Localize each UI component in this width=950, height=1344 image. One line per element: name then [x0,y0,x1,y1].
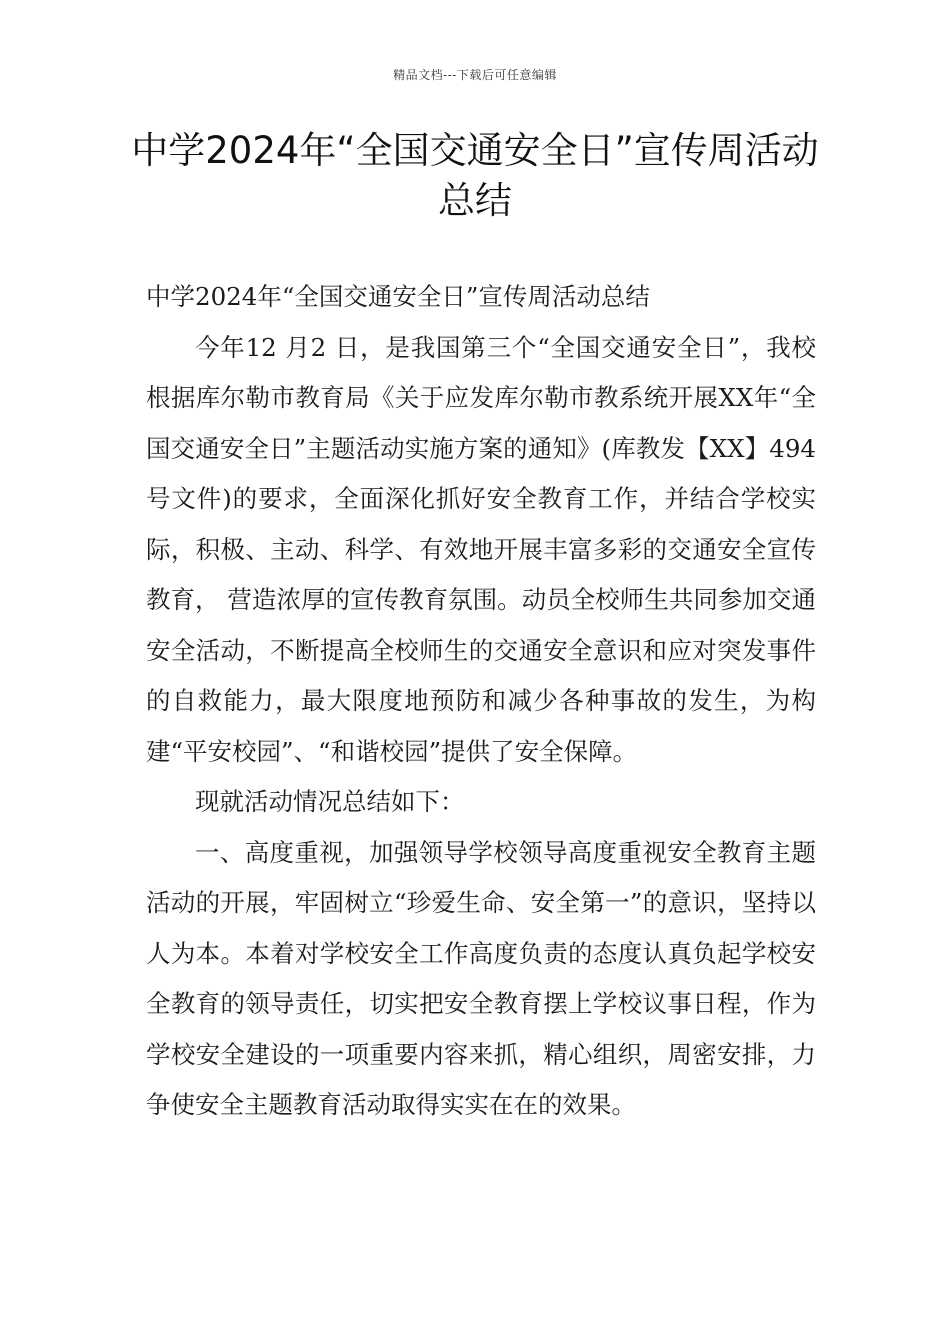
document-title: 中学2024年“全国交通安全日”宣传周活动总结 [131,129,819,222]
intro-paragraph: 今年12 月2 日，是我国第三个“全国交通安全日”，我校根据库尔勒市教育局《关于应发库尔勒市教系统开展XX年“全国交通安全日”主题活动实施方案的通知》(库教发【XX】494号文件)的要求，全面深化抓好安全教育工作，并结合学校实际，积极、主动、科学、有效地开展丰富多彩的交通安全宣传教育， 营造浓厚的宣传教育氛围。动员全校师生共同参加交通安全活动，不断提高全校师生的交通安全意识和应对突发事件的自救能力，最大限度地预防和减少各种事故的发生，为构建“平安校园”、“和谐校园”提供了安全保障。 [146,332,816,766]
summary-lead-paragraph: 现就活动情况总结如下： [195,787,465,816]
subtitle-paragraph: 中学2024年“全国交通安全日”宣传周活动总结 [146,282,650,311]
header-note: 精品文档---下载后可任意编辑 [393,68,557,82]
section-one-paragraph: 一、高度重视，加强领导学校领导高度重视安全教育主题活动的开展，牢固树立“珍爱生命、安全第一”的意识，坚持以人为本。本着对学校安全工作高度负责的态度认真负起学校安全教育的领导责任，切实把安全教育摆上学校议事日程，作为学校安全建设的一项重要内容来抓，精心组织，周密安排，力争使安全主题教育活动取得实实在在的效果。 [146,837,816,1119]
document-body [146,272,816,1131]
